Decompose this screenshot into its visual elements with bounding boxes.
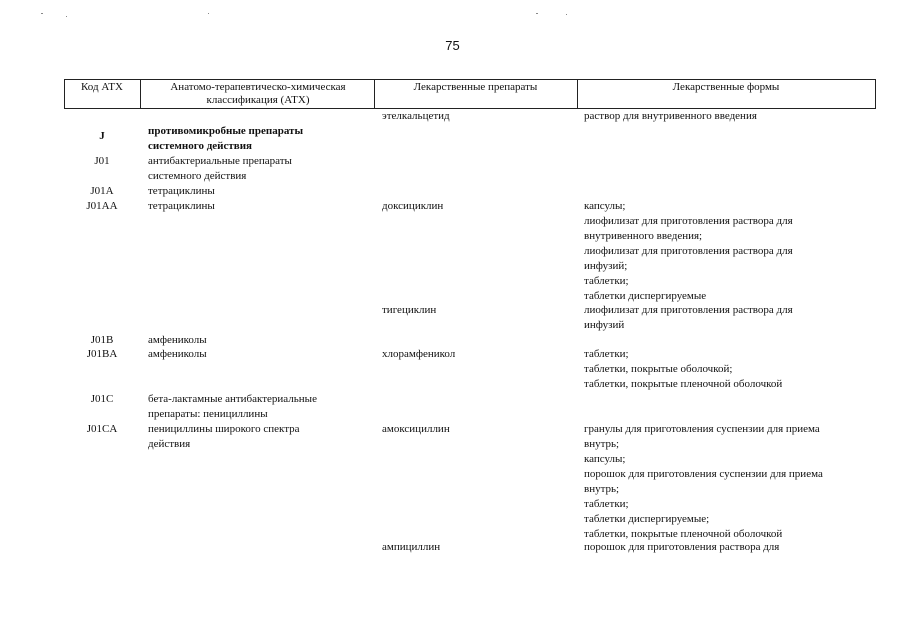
header-classification: Анатомо-терапевтическо-химическая классификация (АТХ) bbox=[170, 81, 346, 106]
group-name-line: бета-лактамные антибактериальные bbox=[148, 393, 317, 405]
group-name-line: противомикробные препараты bbox=[148, 125, 304, 137]
atc-group-name: тетрациклины bbox=[148, 200, 215, 212]
header-code: Код АТХ bbox=[81, 81, 123, 93]
atc-code: J01B bbox=[90, 334, 114, 346]
atc-group-name bbox=[148, 124, 303, 154]
form-line: инфузий; bbox=[584, 260, 628, 272]
form-line: капсулы; bbox=[584, 453, 626, 465]
table-header bbox=[64, 79, 876, 109]
drug-forms bbox=[584, 422, 823, 542]
col-divider bbox=[875, 79, 876, 109]
form-line: раствор для внутривенного введения bbox=[584, 110, 757, 122]
atc-code: J01CA bbox=[86, 423, 118, 435]
form-line: таблетки диспергируемые bbox=[584, 290, 707, 302]
header-forms: Лекарственные формы bbox=[672, 81, 780, 93]
form-line: таблетки; bbox=[584, 498, 629, 510]
group-name-line: антибактериальные препараты bbox=[148, 155, 292, 167]
form-line: лиофилизат для приготовления раствора для bbox=[584, 245, 793, 257]
group-name-line: действия bbox=[148, 438, 191, 450]
scan-artifact bbox=[208, 13, 209, 14]
form-line: порошок для приготовления раствора для bbox=[584, 541, 780, 553]
atc-group-name bbox=[148, 392, 317, 422]
form-line: таблетки, покрытые пленочной оболочкой bbox=[584, 378, 783, 390]
form-line: инфузий bbox=[584, 319, 625, 331]
scan-artifact bbox=[41, 13, 43, 14]
form-line: таблетки; bbox=[584, 275, 629, 287]
drug-forms bbox=[584, 199, 793, 304]
header-top-rule bbox=[64, 79, 876, 80]
scan-artifact bbox=[66, 16, 67, 17]
atc-group-name: амфениколы bbox=[148, 348, 207, 360]
atc-code: J01A bbox=[90, 185, 114, 197]
form-line: капсулы; bbox=[584, 200, 626, 212]
col-divider bbox=[140, 79, 141, 109]
drug-name: доксициклин bbox=[382, 200, 444, 212]
drug-forms bbox=[584, 303, 793, 333]
atc-code: J01BA bbox=[86, 348, 118, 360]
atc-code: J01AA bbox=[86, 200, 118, 212]
drug-name: тигециклин bbox=[382, 304, 437, 316]
form-line: таблетки, покрытые оболочкой; bbox=[584, 363, 733, 375]
atc-group-name bbox=[148, 422, 300, 452]
form-line: лиофилизат для приготовления раствора для bbox=[584, 215, 793, 227]
drug-name: ампициллин bbox=[382, 541, 441, 553]
group-name-line: пенициллины широкого спектра bbox=[148, 423, 300, 435]
form-line: гранулы для приготовления суспензии для приема bbox=[584, 423, 820, 435]
group-name-line: препараты: пенициллины bbox=[148, 408, 268, 420]
group-name-line: системного действия bbox=[148, 140, 252, 152]
atc-group-name bbox=[148, 154, 292, 184]
group-name-line: системного действия bbox=[148, 170, 247, 182]
drug-name: амоксициллин bbox=[382, 423, 450, 435]
form-line: таблетки, покрытые пленочной оболочкой bbox=[584, 528, 783, 540]
form-line: внутривенного введения; bbox=[584, 230, 703, 242]
drug-name: этелкальцетид bbox=[382, 110, 450, 122]
scan-artifact bbox=[566, 14, 567, 15]
form-line: лиофилизат для приготовления раствора для bbox=[584, 304, 793, 316]
drug-forms bbox=[584, 347, 782, 392]
drug-forms bbox=[584, 109, 757, 124]
form-line: таблетки; bbox=[584, 348, 629, 360]
drug-forms bbox=[584, 540, 779, 555]
page-number: 75 bbox=[445, 38, 460, 53]
form-line: таблетки диспергируемые; bbox=[584, 513, 710, 525]
form-line: внутрь; bbox=[584, 438, 620, 450]
form-line: порошок для приготовления суспензии для приема bbox=[584, 468, 823, 480]
atc-group-name: тетрациклины bbox=[148, 185, 215, 197]
scan-artifact bbox=[536, 13, 538, 14]
atc-group-name: амфениколы bbox=[148, 334, 207, 346]
drug-name: хлорамфеникол bbox=[382, 348, 456, 360]
atc-code: J01 bbox=[94, 155, 110, 167]
form-line: внутрь; bbox=[584, 483, 620, 495]
header-drugs: Лекарственные препараты bbox=[413, 81, 538, 93]
atc-code: J bbox=[99, 130, 105, 142]
atc-code: J01C bbox=[90, 393, 114, 405]
